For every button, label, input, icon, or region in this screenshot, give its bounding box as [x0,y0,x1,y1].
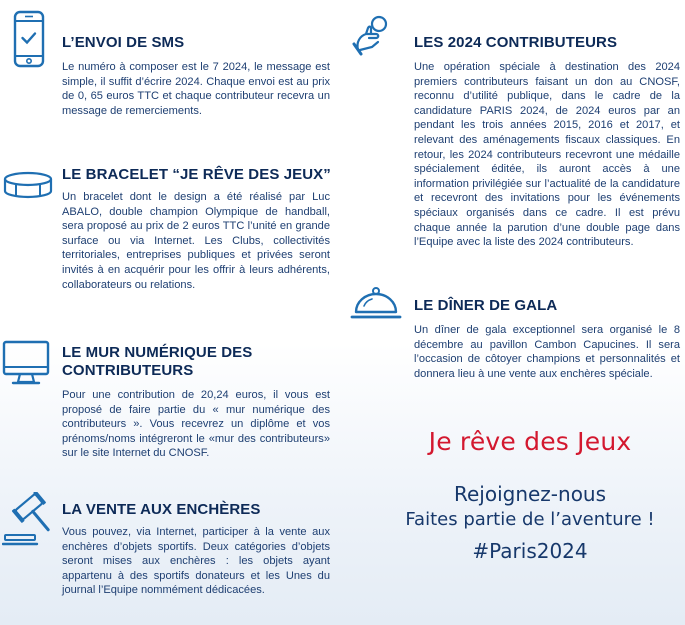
section-bracelet-title: LE BRACELET “JE RÊVE DES JEUX” [62,166,331,183]
tagline-aventure: Faites partie de l’aventure ! [405,509,655,530]
hand-coin-icon [352,14,396,58]
auction-gavel-icon [2,492,54,548]
cloche-icon [350,286,402,322]
section-sms-title: L’ENVOI DE SMS [62,34,185,51]
section-mur-title: LE MUR NUMÉRIQUE DES CONTRIBUTEURS [62,344,253,379]
smartphone-check-icon [12,10,46,68]
section-diner-title: LE DÎNER DE GALA [414,297,558,314]
tagline-main: Je rêve des Jeux [428,427,632,456]
section-vente-body: Vous pouvez, via Internet, participer à la vente aux enchères d’objets sportifs. Deux catégories d’objets seront mises aux enchères : les objets ayant appartenu à des sportifs donateurs et les Unes du journal l’Equipe nommément dédicacées. [62,526,330,597]
section-contributeurs-title: LES 2024 CONTRIBUTEURS [414,34,618,51]
section-diner-body: Un dîner de gala exceptionnel sera organisé le 8 décembre au pavillon Cambon Capucines. Il sera l’occasion de côtoyer champions et personnalités et donnera lieu à une vente aux enchères spéciale. [414,324,680,380]
section-mur-body: Pour une contribution de 20,24 euros, il vous est proposé de faire partie du « mur numérique des contributeurs ». Vous recevrez un diplôme et vos prénoms/noms intégreront le «mur des contributeurs» sur le site Internet du CNOSF. [62,389,330,460]
section-vente-title: LA VENTE AUX ENCHÈRES [62,501,261,518]
monitor-icon [2,340,50,386]
section-contributeurs-body: Une opération spéciale à destination des 2024 premiers contributeurs faisant un don au CNOSF, reconnu d’utilité publique, dans le cadre de la candidature PARIS 2024, de 2024 euros par an pendant les trois années 2015, 2016 et 2017, et relevant des aménagements fiscaux classiques. En retour, les 2024 contributeurs recevront une médaille spécialement éditée, ils auront accès à une information privilégiée sur l’actualité de la candidature et recevront des invitations pour les événements spéciaux organisés dans ce cadre. Il est prévu chaque année la parution d’une double page dans l’Equipe avec la liste des 2024 contributeurs. [414,61,680,249]
section-sms-body: Le numéro à composer est le 7 2024, le message est simple, il suffit d’écrire 2024. Chaque envoi est au prix de 0, 65 euros TTC et chaque contributeur recevra un message de remerciements. [62,61,330,117]
section-bracelet-body: Un bracelet dont le design a été réalisé par Luc ABALO, double champion Olympique de handball, sera proposé au prix de 2 euros TTC l’unité en grande surface ou via Internet. Les Clubs, collectivités territoriales, entreprises publiques et privées seront invités à en acquérir pour les offrir à leurs adhérents, collaborateurs ou relations. [62,191,330,291]
tagline-hashtag: #Paris2024 [472,539,588,563]
tagline-join: Rejoignez-nous [453,482,607,506]
bracelet-icon [2,170,54,202]
